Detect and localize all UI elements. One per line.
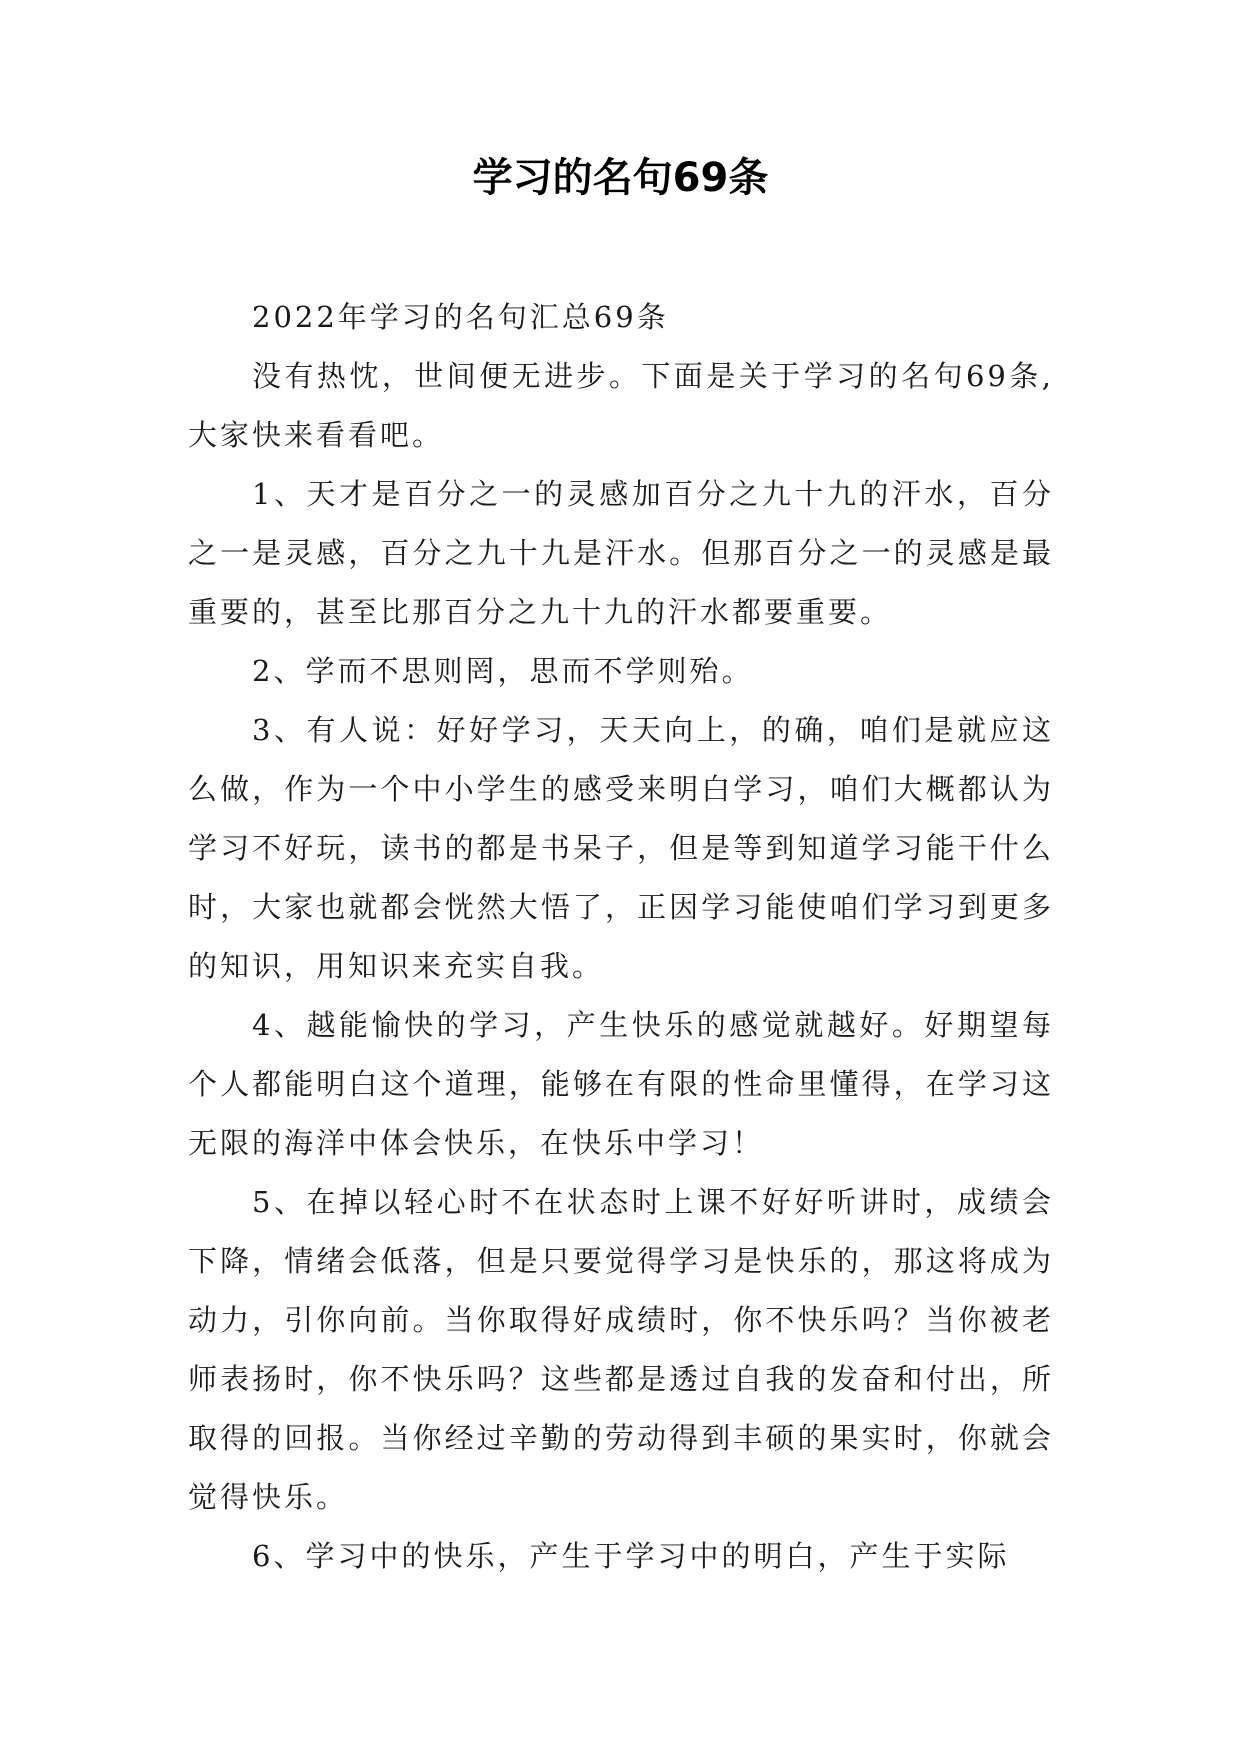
- subtitle-paragraph: 2022年学习的名句汇总69条: [252, 300, 669, 334]
- document-body: [188, 288, 1054, 1586]
- intro-paragraph: 没有热忱，世间便无进步。下面是关于学习的名句69条,大家快来看看吧。: [188, 359, 1054, 452]
- quote-paragraph-5: 5、在掉以轻心时不在状态时上课不好好听讲时，成绩会下降，情绪会低落，但是只要觉得学习是快乐的，那这将成为动力，引你向前。当你取得好成绩时，你不快乐吗？当你被老师表扬时，你不快乐吗？这些都是透过自我的发奋和付出，所取得的回报。当你经过辛勤的劳动得到丰硕的果实时，你就会觉得快乐。: [188, 1185, 1054, 1514]
- quote-paragraph-6: 6、学习中的快乐，产生于学习中的明白，产生于实际: [252, 1539, 1010, 1573]
- quote-paragraph-1: 1、天才是百分之一的灵感加百分之九十九的汗水，百分之一是灵感，百分之九十九是汗水。但那百分之一的灵感是最重要的，甚至比那百分之九十九的汗水都要重要。: [188, 477, 1054, 629]
- quote-paragraph-3: 3、有人说：好好学习，天天向上，的确，咱们是就应这么做，作为一个中小学生的感受来明白学习，咱们大概都认为学习不好玩，读书的都是书呆子，但是等到知道学习能干什么时，大家也就都会恍然大悟了，正因学习能使咱们学习到更多的知识，用知识来充实自我。: [188, 713, 1054, 983]
- quote-paragraph-4: 4、越能愉快的学习，产生快乐的感觉就越好。好期望每个人都能明白这个道理，能够在有限的性命里懂得，在学习这无限的海洋中体会快乐，在快乐中学习！: [188, 1008, 1054, 1160]
- quote-paragraph-2: 2、学而不思则罔，思而不学则殆。: [252, 654, 754, 688]
- document-title: 学习的名句69条: [472, 155, 769, 201]
